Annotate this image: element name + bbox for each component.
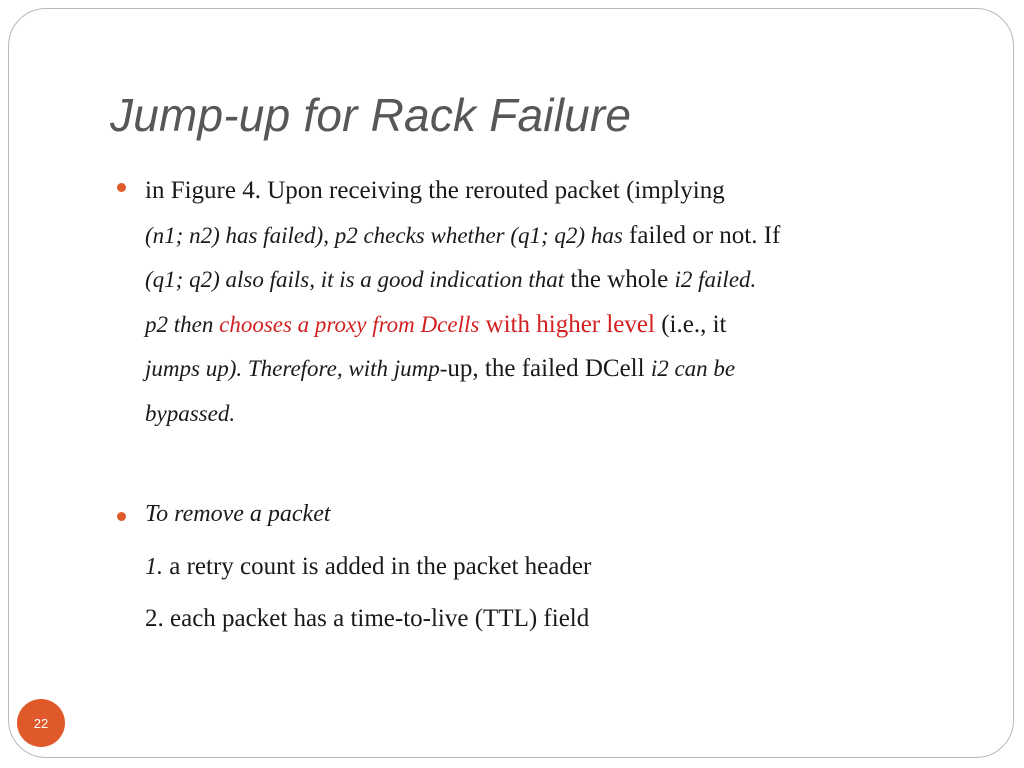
bullet-dot-2 <box>117 512 126 521</box>
b2-item2-text: 2. each packet has a time-to-live (TTL) field <box>145 605 590 632</box>
slide-title: Jump-up for Rack Failure <box>110 89 632 141</box>
b1-s12: up, the failed DCell <box>447 355 651 382</box>
b1-s13: i2 can be <box>650 356 736 381</box>
b1-s14: bypassed. <box>145 400 236 426</box>
b1-s8-red: chooses a proxy from Dcells <box>219 311 480 337</box>
b1-s9-red: with higher level <box>479 310 655 338</box>
b1-s6: i2 failed. <box>674 267 757 292</box>
b2-item1-text: a retry count is added in the packet header <box>163 553 592 580</box>
b1-s2: (n1; n2) has failed), p2 checks whether (q1; q2) has <box>145 222 623 248</box>
page-number-badge: 22 <box>17 699 65 747</box>
bullet-2-heading <box>145 500 331 528</box>
b2-heading: To remove a packet <box>145 501 331 527</box>
b2-item1-num: 1. <box>145 554 163 580</box>
b1-s7: p2 then <box>145 311 220 337</box>
b1-s11: jumps up). Therefore, with jump- <box>145 356 448 381</box>
b1-s5: the whole <box>564 266 675 293</box>
b1-s4: (q1; q2) also fails, it is a good indication that <box>145 267 565 292</box>
b1-s10: (i.e., it <box>654 310 727 338</box>
b1-s3: failed or not. If <box>622 221 781 249</box>
b1-s1: in Figure 4. Upon receiving the rerouted packet (implying <box>145 177 725 204</box>
bullet-2-item-2 <box>145 605 589 633</box>
bullet-2-item-1 <box>145 553 591 581</box>
bullet-dot-1 <box>117 183 126 192</box>
bullet-1-text <box>145 169 975 436</box>
